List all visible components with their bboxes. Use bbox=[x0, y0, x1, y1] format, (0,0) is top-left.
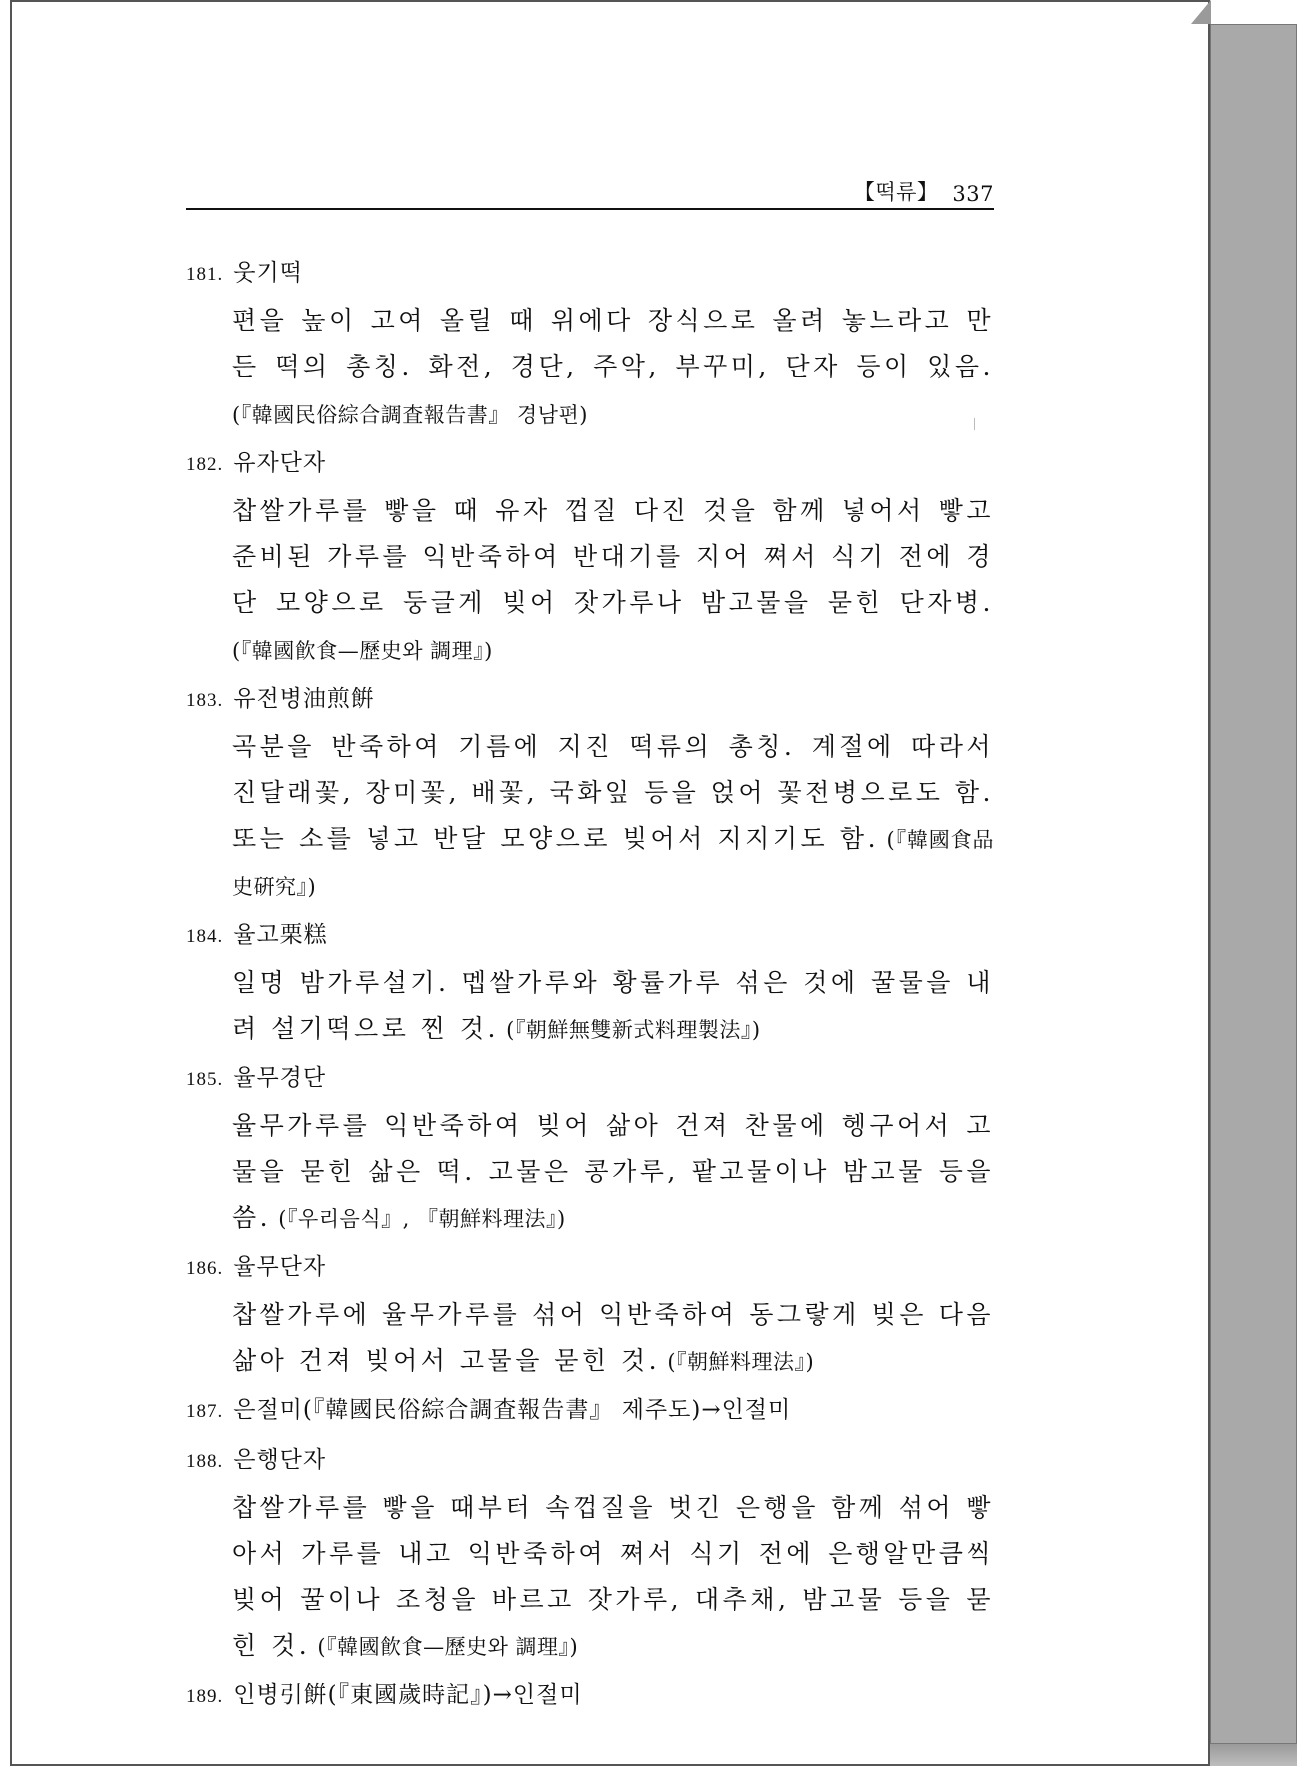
entry-body bbox=[232, 724, 994, 910]
entry-number: 189. bbox=[186, 1686, 224, 1707]
entry-number: 183. bbox=[186, 690, 224, 711]
book-edge bbox=[1210, 24, 1297, 1744]
entry-heading bbox=[186, 1672, 994, 1720]
entry-text: 곡분을 반죽하여 기름에 지진 떡류의 총칭. 계절에 따라서 진달래꽃, 장미꽃, 배꽃, 국화잎 등을 얹어 꽃전병으로도 함. 또는 소를 넣고 반달 모양으로 빚어서 지지기도 함. bbox=[232, 732, 994, 853]
entry-title: 유자단자 bbox=[233, 450, 327, 476]
entry-number: 182. bbox=[186, 454, 224, 475]
entry-number: 187. bbox=[186, 1401, 224, 1422]
entry-183 bbox=[186, 676, 994, 910]
entry-heading bbox=[186, 1244, 994, 1292]
entry-title: 율무경단 bbox=[233, 1065, 327, 1091]
entry-title: 율고栗糕 bbox=[233, 922, 328, 948]
entry-body bbox=[232, 1103, 994, 1242]
page-number: 337 bbox=[952, 182, 994, 206]
entry-number: 185. bbox=[186, 1069, 224, 1090]
entry-text: 율무가루를 익반죽하여 빚어 삶아 건져 찬물에 헹구어서 고물을 묻힌 삶은 떡. 고물은 콩가루, 팥고물이나 밤고물 등을 씀. bbox=[232, 1111, 994, 1232]
entry-text: 찹쌀가루를 빻을 때부터 속껍질을 벗긴 은행을 함께 섞어 빻아서 가루를 내고 익반죽하여 쪄서 식기 전에 은행알만큼씩 빚어 꿀이나 조청을 바르고 잣가루, 대추채, 밤고물 등을 묻힌 것. bbox=[232, 1493, 994, 1660]
entry-citation: (『韓國食品史硏究』) bbox=[232, 828, 994, 899]
entry-body bbox=[232, 1485, 994, 1670]
entry-text: 일명 밤가루설기. 멥쌀가루와 황률가루 섞은 것에 꿀물을 내려 설기떡으로 찐 것. bbox=[232, 968, 994, 1043]
entry-body bbox=[232, 960, 994, 1053]
header-rule bbox=[186, 208, 994, 210]
entry-title: 은절미(『韓國民俗綜合調査報告書』 제주도)→인절미 bbox=[233, 1397, 792, 1423]
entry-number: 186. bbox=[186, 1258, 224, 1279]
entry-title: 율무단자 bbox=[233, 1254, 327, 1280]
entry-heading bbox=[186, 1055, 994, 1103]
entry-text: 찹쌀가루에 율무가루를 섞어 익반죽하여 동그랗게 빚은 다음 삶아 건져 빚어서 고물을 묻힌 것. bbox=[232, 1300, 994, 1375]
entry-title: 은행단자 bbox=[233, 1447, 327, 1473]
running-header bbox=[186, 176, 994, 206]
entry-189 bbox=[186, 1672, 994, 1720]
entry-186 bbox=[186, 1244, 994, 1385]
entry-heading bbox=[186, 1387, 994, 1435]
entry-text: 편을 높이 고여 올릴 때 위에다 장식으로 올려 놓느라고 만든 떡의 총칭. 화전, 경단, 주악, 부꾸미, 단자 등이 있음. bbox=[232, 306, 994, 381]
section-title: 【떡류】 bbox=[853, 180, 939, 204]
entry-182 bbox=[186, 440, 994, 674]
book-edge-top bbox=[1191, 0, 1211, 24]
entry-heading bbox=[186, 676, 994, 724]
entry-number: 188. bbox=[186, 1451, 224, 1472]
entry-citation: (『朝鮮料理法』) bbox=[660, 1350, 815, 1374]
entry-heading bbox=[186, 912, 994, 960]
entry-heading bbox=[186, 1437, 994, 1485]
book-edge-bottom bbox=[1210, 1744, 1297, 1766]
entry-number: 181. bbox=[186, 264, 224, 285]
entry-185 bbox=[186, 1055, 994, 1242]
entry-title: 인병引餠(『東國歲時記』)→인절미 bbox=[233, 1682, 583, 1708]
entry-184 bbox=[186, 912, 994, 1053]
entry-body bbox=[232, 488, 994, 674]
entry-body bbox=[232, 298, 994, 438]
entry-title: 웃기떡 bbox=[233, 260, 303, 286]
entry-body bbox=[232, 1292, 994, 1385]
entry-heading bbox=[186, 250, 994, 298]
entry-number: 184. bbox=[186, 926, 224, 947]
entry-187 bbox=[186, 1387, 994, 1435]
entry-heading bbox=[186, 440, 994, 488]
entry-title: 유전병油煎餠 bbox=[233, 686, 375, 712]
entry-list bbox=[186, 250, 994, 1722]
entry-citation: (『우리음식』, 『朝鮮料理法』) bbox=[271, 1207, 566, 1231]
entry-181 bbox=[186, 250, 994, 438]
entry-citation: (『韓國民俗綜合調査報告書』 경남편) bbox=[232, 403, 588, 427]
entry-citation: (『朝鮮無雙新式料理製法』) bbox=[499, 1018, 761, 1042]
entry-citation: (『韓國飮食—歷史와 調理』) bbox=[232, 639, 493, 663]
entry-188 bbox=[186, 1437, 994, 1670]
entry-text: 찹쌀가루를 빻을 때 유자 껍질 다진 것을 함께 넣어서 빻고 준비된 가루를 익반죽하여 반대기를 지어 쪄서 식기 전에 경단 모양으로 둥글게 빚어 잣가루나 밤고물을 묻힌 단자병. bbox=[232, 496, 994, 617]
entry-citation: (『韓國飮食—歷史와 調理』) bbox=[310, 1635, 579, 1659]
